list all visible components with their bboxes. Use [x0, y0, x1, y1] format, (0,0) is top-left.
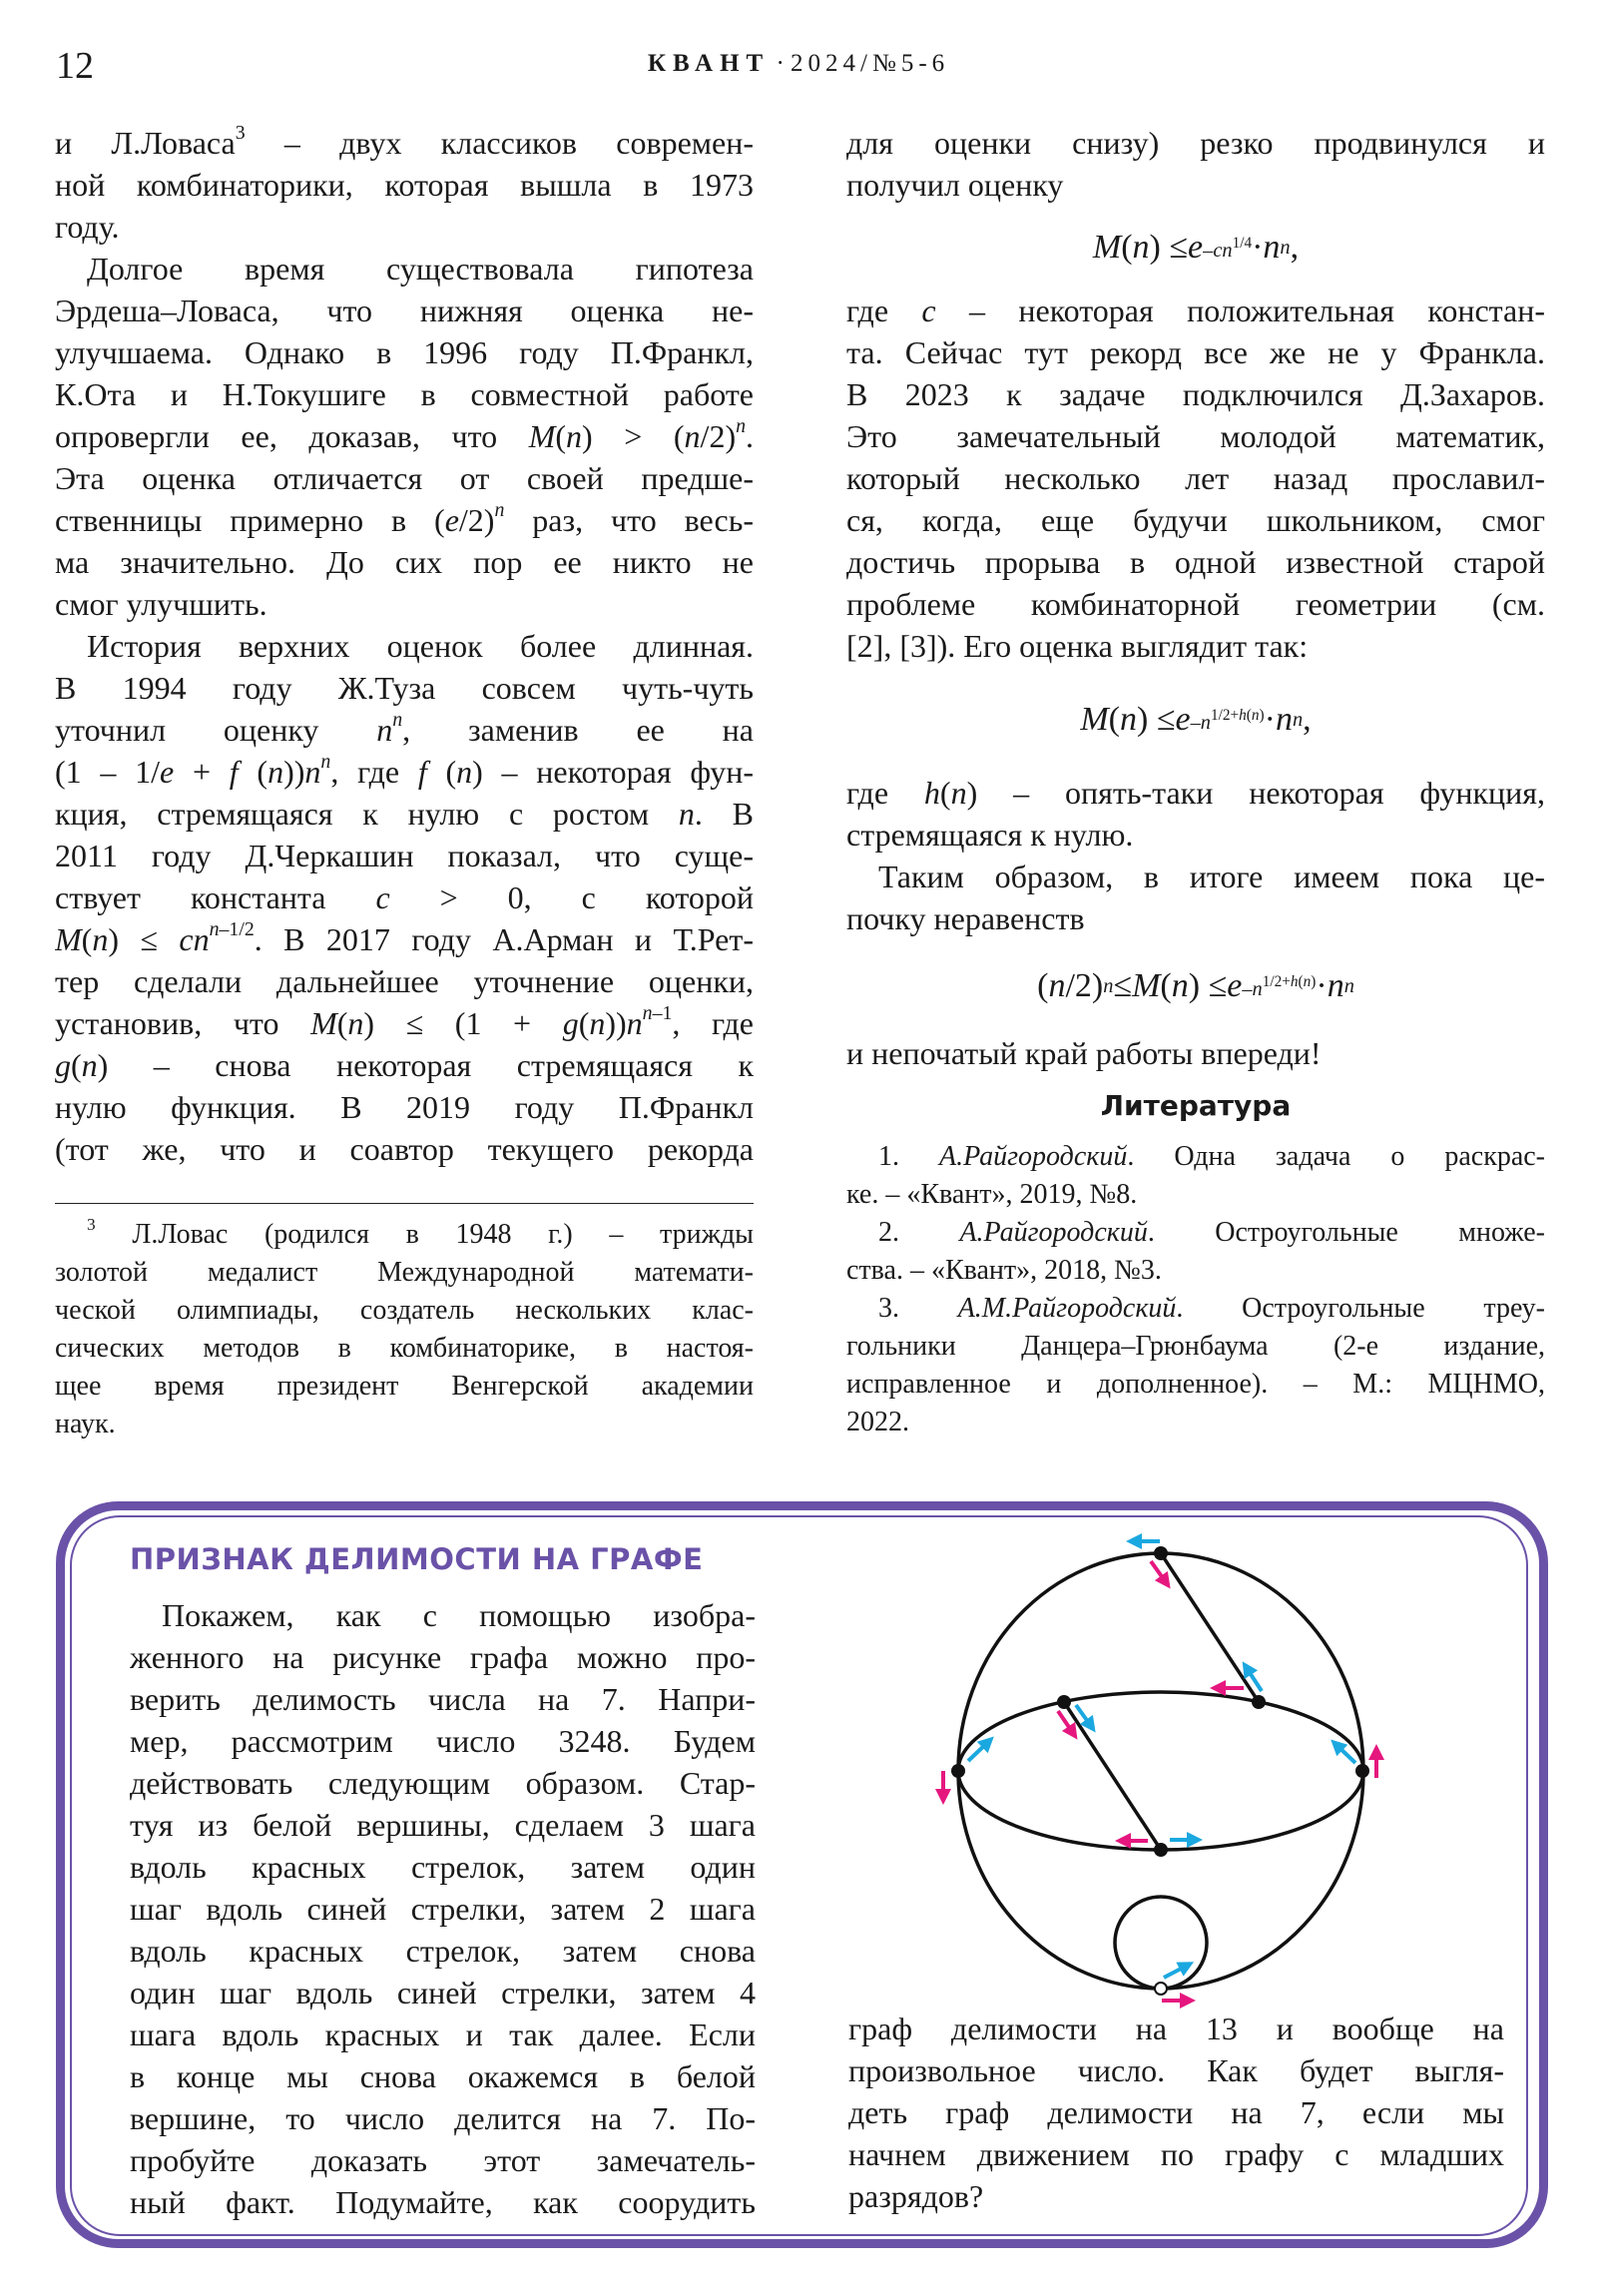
text-line: где h(n) – опять-таки некоторая функция,: [846, 775, 1545, 811]
graph-vertex: [1252, 1695, 1266, 1709]
text-line: ственницы примерно в $(e/2)^n$ раз, что весь-: [55, 499, 754, 538]
graph-vertex: [1154, 1546, 1168, 1560]
text-line: 1. А.Райгородский. Одна задача о раскрас-: [878, 1141, 1545, 1172]
text-line: почку неравенств: [846, 900, 1085, 936]
text-line: ке. – «Квант», 2019, №8.: [846, 1179, 1138, 1210]
text-line: ческой олимпиады, создатель нескольких клас-: [55, 1295, 754, 1326]
text-line: В 2023 к задаче подключился Д.Захаров.: [846, 376, 1545, 412]
text-line: вдоль красных стрелок, затем один: [130, 1849, 756, 1885]
text-line: туя из белой вершины, сделаем 3 шага: [130, 1807, 756, 1843]
text-line: (тот же, что и соавтор текущего рекорда: [55, 1131, 754, 1167]
text-line: Это замечательный молодой математик,: [846, 418, 1545, 454]
text-line: опровергли ее, доказав, что $M(n) > (n/2)^n$.: [55, 415, 754, 454]
text-line: ма значительно. До сих пор ее никто не: [55, 544, 754, 580]
text-line: В 1994 году Ж.Туза совсем чуть-чуть: [55, 670, 754, 706]
math-formula: M ( n ) ≤ e $-n^{1/2+h(n)}$ · n n ,: [1080, 700, 1312, 738]
text-line: стремящаяся к нулю.: [846, 817, 1134, 853]
text-line: ствует константа c > 0, с которой: [55, 879, 754, 915]
text-line: граф делимости на 13 и вообще на: [848, 2010, 1504, 2046]
red-arrow: [1151, 1561, 1166, 1582]
text-line: году.: [55, 209, 120, 245]
text-line: проблеме комбинаторной геометрии (см.: [846, 586, 1545, 622]
text-line: кция, стремящаяся к нулю с ростом n. В: [55, 796, 754, 832]
text-line: сических методов в комбинаторике, в настоя-: [55, 1333, 754, 1364]
graph-edge-chord-lower: [1064, 1702, 1161, 1850]
text-line: улучшаема. Однако в 1996 году П.Франкл,: [55, 334, 754, 370]
text-line: 2011 году Д.Черкашин показал, что суще-: [55, 838, 754, 873]
graph-edge-chord-upper: [1161, 1553, 1259, 1702]
text-line: действовать следующим образом. Стар-: [130, 1765, 756, 1801]
text-line: и Л.Ловаса$^3$ – двух классиков современ-: [55, 122, 754, 161]
graph-white-start-vertex: [1155, 1983, 1167, 1995]
text-line: (1 – 1/e + f $(n))n^n$, где f (n) – некоторая фун-: [55, 751, 754, 790]
text-line: начнем движением по графу с младших: [848, 2136, 1504, 2172]
text-line: деть граф делимости на 7, если мы: [848, 2094, 1504, 2130]
graph-vertex: [1355, 1764, 1369, 1778]
text-line: вершине, то число делится на 7. По-: [130, 2100, 756, 2136]
text-line: g(n) – снова некоторая стремящаяся к: [55, 1047, 754, 1083]
text-line: ства. – «Квант», 2018, №3.: [846, 1255, 1162, 1286]
text-line: $M(n) \le cn^{n-1/2}$. В 2017 году А.Арман и Т.Рет-: [55, 918, 754, 957]
text-line: Таким образом, в итоге имеем пока це-: [878, 859, 1545, 894]
text-line: [2], [3]). Его оценка выглядит так:: [846, 628, 1309, 664]
text-line: где c – некоторая положительная констан-: [846, 292, 1545, 328]
text-line: ся, когда, еще будучи школьником, смог: [846, 502, 1545, 538]
separator: ·: [776, 50, 785, 77]
graph-vertex: [1057, 1695, 1071, 1709]
math-formula: M ( n ) ≤ e $-cn^{1/4}$ · n n ,: [1092, 229, 1300, 266]
text-line: установив, что $M(n) \le (1 + g(n))n^{n-1}$, где: [55, 1002, 754, 1041]
text-line: разрядов?: [848, 2178, 984, 2214]
text-line: Долгое время существовала гипотеза: [87, 251, 754, 287]
text-line: шаг вдоль синей стрелки, затем 2 шага: [130, 1891, 756, 1927]
blue-arrow: [1164, 1966, 1187, 1978]
text-line: гольники Данцера–Грюнбаума (2-е издание,: [846, 1331, 1545, 1362]
text-line: и непочатый край работы впереди!: [846, 1035, 1322, 1071]
graph-equator-ellipse: [958, 1692, 1363, 1850]
text-line: щее время президент Венгерской академии: [55, 1371, 754, 1402]
text-line: Эта оценка отличается от своей предше-: [55, 460, 754, 496]
text-line: ной комбинаторики, которая вышла в 1973: [55, 167, 754, 203]
magazine-title: КВАНТ: [647, 50, 771, 77]
literature-heading: Литература: [1100, 1089, 1292, 1122]
text-line: для оценки снизу) резко продвинулся и: [846, 125, 1545, 161]
math-formula: ( n /2) n ≤ M ( n ) ≤ e $-n^{1/2+h(n)}$ · n n: [1037, 966, 1354, 1004]
page-number: 12: [56, 45, 94, 87]
text-line: 3. А.М.Райгородский. Остроугольные треу-: [878, 1293, 1545, 1324]
text-line: нулю функция. В 2019 году П.Франкл: [55, 1089, 754, 1125]
sidebar-box-title: ПРИЗНАК ДЕЛИМОСТИ НА ГРАФЕ: [130, 1542, 704, 1576]
text-line: который несколько лет назад прославил-: [846, 460, 1545, 496]
text-line: золотой медалист Международной математи-: [55, 1257, 754, 1288]
text-line: та. Сейчас тут рекорд все же не у Франкла.: [846, 334, 1545, 370]
text-line: пробуйте доказать этот замечатель-: [130, 2142, 756, 2178]
text-line: К.Ота и Н.Токушиге в совместной работе: [55, 376, 754, 412]
graph-outer-circle: [958, 1553, 1363, 1989]
text-line: в конце мы снова окажемся в белой: [130, 2058, 756, 2094]
text-line: достичь прорыва в одной известной старой: [846, 544, 1545, 580]
text-line: наук.: [55, 1409, 116, 1439]
text-line: 2. А.Райгородский. Остроугольные множе-: [878, 1217, 1545, 1248]
graph-small-loop: [1115, 1897, 1207, 1989]
text-line: 2022.: [846, 1407, 909, 1437]
graph-vertex: [951, 1764, 965, 1778]
text-line: Покажем, как с помощью изобра-: [162, 1597, 756, 1633]
text-line: мер, рассмотрим число 3248. Будем: [130, 1723, 756, 1759]
text-line: вдоль красных стрелок, затем снова: [130, 1933, 756, 1969]
text-line: один шаг вдоль синей стрелки, затем 4: [130, 1975, 756, 2010]
text-line: женного на рисунке графа можно про-: [130, 1639, 756, 1675]
text-line: $^3$ Л.Ловас (родился в 1948 г.) – трижды: [87, 1216, 754, 1250]
text-line: Эрдеша–Ловаса, что нижняя оценка не-: [55, 292, 754, 328]
text-line: уточнил оценку $n^n$, заменив ее на: [55, 709, 754, 748]
text-line: тер сделали дальнейшее уточнение оценки,: [55, 963, 754, 999]
text-line: получил оценку: [846, 167, 1064, 203]
text-line: верить делимость числа на 7. Напри-: [130, 1681, 756, 1717]
issue-number: 2024/№5-6: [791, 50, 950, 77]
text-line: произвольное число. Как будет выгля-: [848, 2052, 1504, 2088]
text-line: исправленное и дополненное). – М.: МЦНМО,: [846, 1369, 1545, 1400]
graph-vertex: [1154, 1843, 1168, 1857]
text-line: смог улучшить.: [55, 586, 267, 622]
text-line: ный факт. Подумайте, как соорудить: [130, 2184, 756, 2220]
text-line: История верхних оценок более длинная.: [87, 628, 754, 664]
text-line: шага вдоль красных и так далее. Если: [130, 2016, 756, 2052]
